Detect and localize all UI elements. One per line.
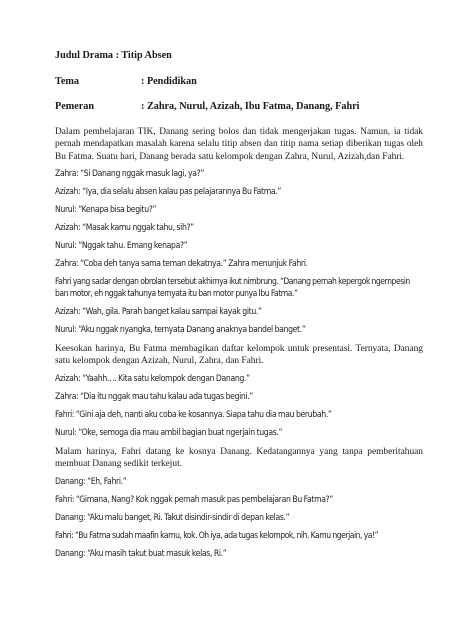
dialog-line: Nurul: “Aku nggak nyangka, ternyata Danang anaknya bandel banget.” — [55, 324, 306, 335]
drama-body — [55, 126, 423, 567]
dialog-line: Azizah: “Masak kamu nggak tahu, sih?” — [55, 223, 194, 234]
dialog-line: Fahri: “Gimana, Nang? Kok nggak pernah masuk pas pembelajaran Bu Fatma?” — [55, 495, 334, 506]
narration-paragraph: Malam harinya, Fahri datang ke kosnya Danang. Kedatangannya yang tanpa pemberitahuan membuat Danang sedikit terkejut. — [55, 446, 423, 470]
dialog-line: Fahri yang sadar dengan obrolan tersebut akhirnya ikut nimbrung. “Danang pernah kepergok ngempesin ban motor, eh nggak tahunya ternyata itu ban motor punya Ibu Fatma.” — [55, 277, 410, 299]
meta-value: : Zahra, Nurul, Azizah, Ibu Fatma, Danang, Fahri — [141, 101, 360, 112]
dialog-line: Fahri: “Bu Fatma sudah maafin kamu, kok. Oh iya, ada tugas kelompok, nih. Kamu ngerjain, ya!” — [55, 531, 379, 542]
dialog-line: Azizah: “Yaahh…. Kita satu kelompok dengan Danang.” — [55, 373, 250, 384]
meta-label: Judul Drama : Titip Absen — [55, 50, 172, 61]
meta-row-cast — [55, 101, 435, 113]
meta-label: Pemeran — [55, 101, 95, 112]
dialog-line: Zahra: “Coba deh tanya sama teman dekatnya.” Zahra menunjuk Fahri. — [55, 259, 308, 270]
meta-row-theme — [55, 76, 435, 88]
dialog-line: Azizah: “Wah, gila. Parah banget kalau sampai kayak gitu.” — [55, 306, 262, 317]
meta-value: : Pendidikan — [141, 75, 197, 87]
meta-row-title — [55, 50, 435, 62]
narration-paragraph: Dalam pembelajaran TIK, Danang sering bolos dan tidak mengerjakan tugas. Namun, ia tidak pernah mendapatkan masalah karena selalu titip absen dan titip nama setiap diberikan tugas oleh Bu Fatma. Suatu hari, Danang berada satu kelompok dengan Zahra, Nurul, Azizah,dan Fahri. — [55, 127, 423, 162]
meta-label: Tema — [55, 75, 79, 87]
dialog-line: Nurul: “Nggak tahu. Emang kenapa?” — [55, 241, 188, 252]
dialog-line: Nurul: “Oke, semoga dia mau ambil bagian buat ngerjain tugas.” — [55, 427, 283, 438]
dialog-line: Nurul: “Kenapa bisa begitu?” — [55, 205, 157, 216]
dialog-line: Fahri: “Gini aja deh, nanti aku coba ke kosannya. Siapa tahu dia mau berubah.” — [55, 409, 332, 420]
drama-metadata — [55, 50, 435, 127]
dialog-line: Azizah: “Iya, dia selalu absen kalau pas pelajarannya Bu Fatma.” — [55, 187, 282, 198]
dialog-line: Danang: “Aku malu banget, Ri. Takut disindir-sindir di depan kelas.” — [55, 513, 290, 524]
narration-paragraph: Keesokan harinya, Bu Fatma membagikan daftar kelompok untuk presentasi. Ternyata, Danang satu kelompok dengan Azizah, Nurul, Zahra, dan Fahri. — [55, 343, 423, 366]
dialog-line: Danang: “Aku masih takut buat masuk kelas, Ri.” — [55, 549, 227, 560]
dialog-line: Danang: “Eh, Fahri.” — [55, 477, 127, 488]
dialog-line: Zahra: “Dia itu nggak mau tahu kalau ada tugas begini.” — [55, 391, 254, 402]
dialog-line: Zahra: “Si Danang nggak masuk lagi, ya?” — [55, 169, 205, 180]
